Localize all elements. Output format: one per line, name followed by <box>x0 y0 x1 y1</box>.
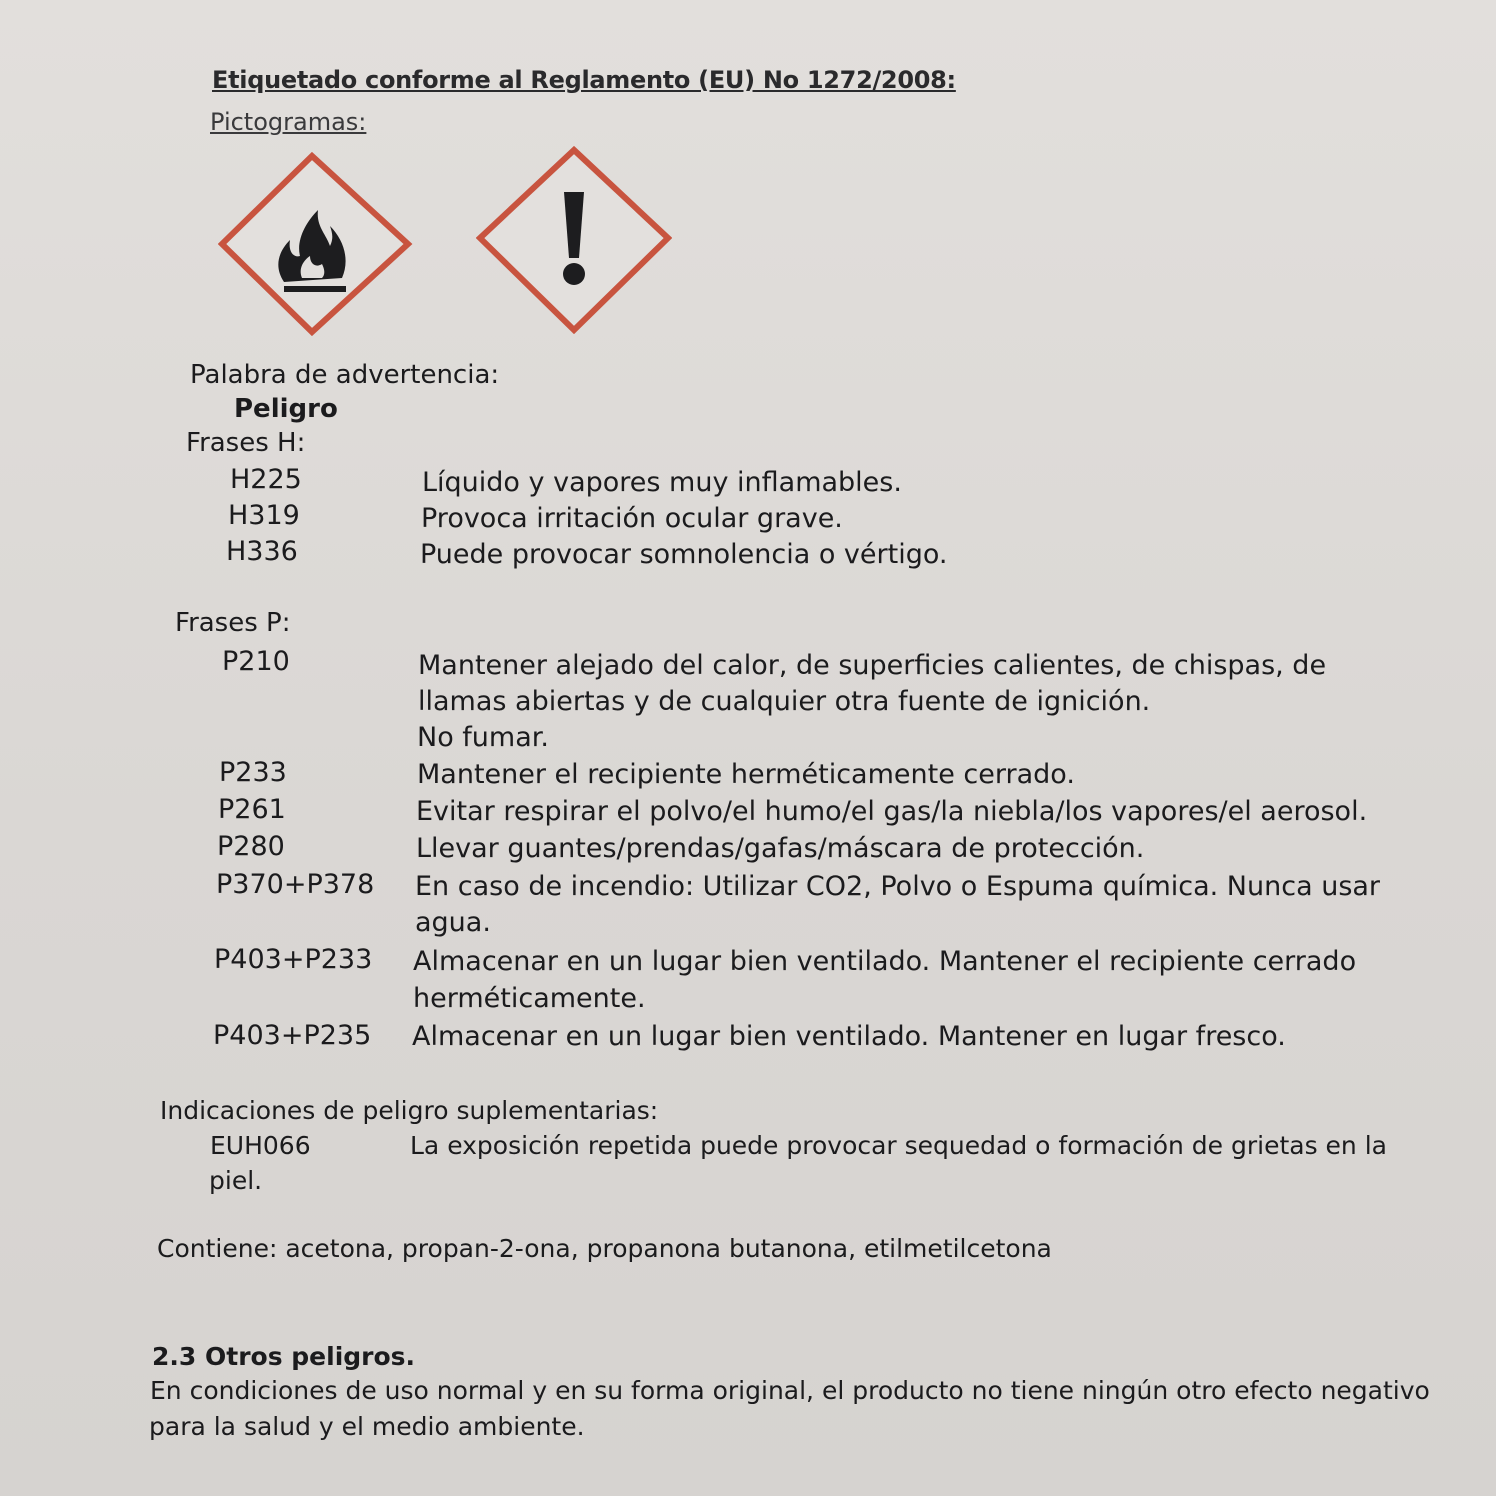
p-code: P403+P233 <box>214 944 373 975</box>
p-text: herméticamente. <box>413 983 646 1014</box>
p-text: Almacenar en un lugar bien ventilado. Mantener el recipiente cerrado <box>413 946 1357 977</box>
p-text: Almacenar en un lugar bien ventilado. Mantener en lugar fresco. <box>412 1021 1286 1052</box>
h-phrases-label: Frases H: <box>186 428 306 458</box>
signal-word-label: Palabra de advertencia: <box>190 360 500 390</box>
supplementary-label: Indicaciones de peligro suplementarias: <box>160 1096 659 1125</box>
flame-icon <box>218 152 414 336</box>
pictograms-label: Pictogramas: <box>210 108 367 136</box>
p-text: Evitar respirar el polvo/el humo/el gas/la niebla/los vapores/el aerosol. <box>416 796 1368 827</box>
section-text: para la salud y el medio ambiente. <box>149 1412 585 1441</box>
section-title: 2.3 Otros peligros. <box>152 1342 416 1371</box>
contains-statement: Contiene: acetona, propan-2-ona, propanona butanona, etilmetilcetona <box>157 1234 1052 1263</box>
p-code: P210 <box>222 646 290 677</box>
p-text: Llevar guantes/prendas/gafas/máscara de protección. <box>416 833 1145 864</box>
p-code: P233 <box>219 757 287 788</box>
euh-text-continuation: piel. <box>209 1166 263 1195</box>
p-text: agua. <box>415 907 491 938</box>
p-text: Mantener el recipiente herméticamente cerrado. <box>417 759 1075 790</box>
euh-text: La exposición repetida puede provocar sequedad o formación de grietas en la <box>410 1131 1387 1160</box>
h-code: H319 <box>228 500 300 531</box>
regulation-heading: Etiquetado conforme al Reglamento (EU) No 1272/2008: <box>212 66 956 94</box>
h-text: Puede provocar somnolencia o vértigo. <box>420 539 948 570</box>
h-text: Líquido y vapores muy inflamables. <box>422 467 902 498</box>
euh-code: EUH066 <box>210 1131 311 1160</box>
p-text: llamas abiertas y de cualquier otra fuente de ignición. <box>418 686 1151 717</box>
section-text: En condiciones de uso normal y en su forma original, el producto no tiene ningún otro efecto negativo <box>150 1376 1430 1405</box>
p-code: P403+P235 <box>213 1020 372 1051</box>
h-code: H225 <box>230 464 302 495</box>
p-text: Mantener alejado del calor, de superficies calientes, de chispas, de <box>418 650 1327 681</box>
exclamation-icon <box>476 146 672 334</box>
p-code: P280 <box>217 831 285 862</box>
p-text: En caso de incendio: Utilizar CO2, Polvo o Espuma química. Nunca usar <box>415 871 1381 902</box>
p-phrases-label: Frases P: <box>175 608 291 638</box>
h-text: Provoca irritación ocular grave. <box>421 503 843 534</box>
p-code: P370+P378 <box>216 869 375 900</box>
p-code: P261 <box>218 794 286 825</box>
p-text: No fumar. <box>417 722 549 753</box>
signal-word: Peligro <box>234 394 338 424</box>
h-code: H336 <box>226 536 298 567</box>
